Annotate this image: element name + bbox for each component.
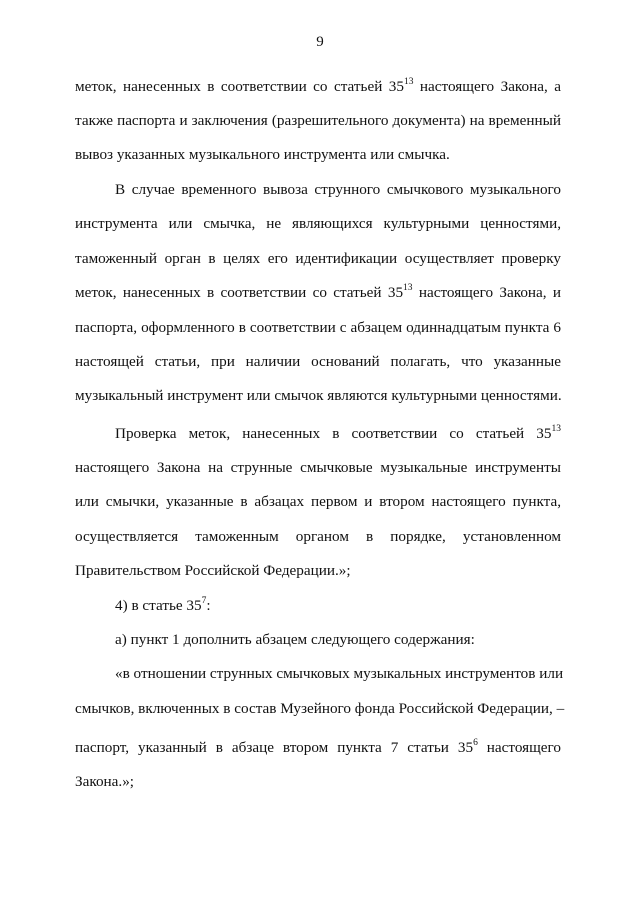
- paragraph-line: Правительством Российской Федерации.»;: [75, 562, 351, 579]
- paragraph-line: настоящей статьи, при наличии оснований полагать, что указанные: [75, 353, 561, 370]
- paragraph-line: инструмента или смычка, не являющихся культурными ценностями,: [75, 215, 561, 232]
- paragraph-line: Закона.»;: [75, 773, 135, 790]
- paragraph-line: смычков, включенных в состав Музейного фонда Российской Федерации, –: [75, 700, 565, 717]
- text-segment: меток, нанесенных в соответствии со статьей 35: [75, 284, 404, 301]
- paragraph-line: [75, 283, 561, 303]
- paragraph-line: [115, 424, 561, 444]
- paragraph-line: [115, 596, 561, 616]
- paragraph-line: а) пункт 1 дополнить абзацем следующего содержания:: [115, 631, 475, 648]
- text-segment: меток, нанесенных в соответствии со статьей 35: [75, 78, 404, 95]
- paragraph-line: музыкальный инструмент или смычок являются культурными ценностями.: [75, 387, 562, 404]
- paragraph-line: паспорта, оформленного в соответствии с абзацем одиннадцатым пункта 6: [75, 319, 561, 336]
- text-segment: настоящего Закона, а: [413, 78, 561, 95]
- paragraph-line: или смычки, указанные в абзацах первом и втором настоящего пункта,: [75, 493, 561, 510]
- paragraph-line: [75, 738, 561, 758]
- superscript: 13: [403, 76, 414, 87]
- paragraph-line: «в отношении струнных смычковых музыкальных инструментов или: [115, 665, 564, 682]
- page-number: 9: [316, 34, 324, 50]
- paragraph-line: [75, 77, 561, 97]
- paragraph-line: таможенный орган в целях его идентификации осуществляет проверку: [75, 250, 561, 267]
- text-segment: настоящего: [477, 739, 561, 756]
- paragraph-line: вывоз указанных музыкального инструмента или смычка.: [75, 146, 450, 163]
- superscript: 7: [201, 595, 207, 606]
- text-segment: :: [206, 597, 211, 614]
- paragraph-line: В случае временного вывоза струнного смычкового музыкального: [115, 181, 561, 198]
- text-segment: Проверка меток, нанесенных в соответствии со статьей 35: [115, 425, 552, 442]
- text-segment: настоящего Закона, и: [412, 284, 562, 301]
- paragraph-line: также паспорта и заключения (разрешительного документа) на временный: [75, 112, 561, 129]
- text-segment: паспорт, указанный в абзаце втором пункта 7 статьи 35: [75, 739, 474, 756]
- text-segment: 4) в статье 35: [115, 597, 202, 614]
- paragraph-line: настоящего Закона на струнные смычковые музыкальные инструменты: [75, 459, 561, 476]
- superscript: 13: [403, 282, 413, 293]
- superscript: 13: [551, 423, 561, 434]
- superscript: 6: [473, 737, 478, 748]
- paragraph-line: осуществляется таможенным органом в порядке, установленном: [75, 528, 561, 545]
